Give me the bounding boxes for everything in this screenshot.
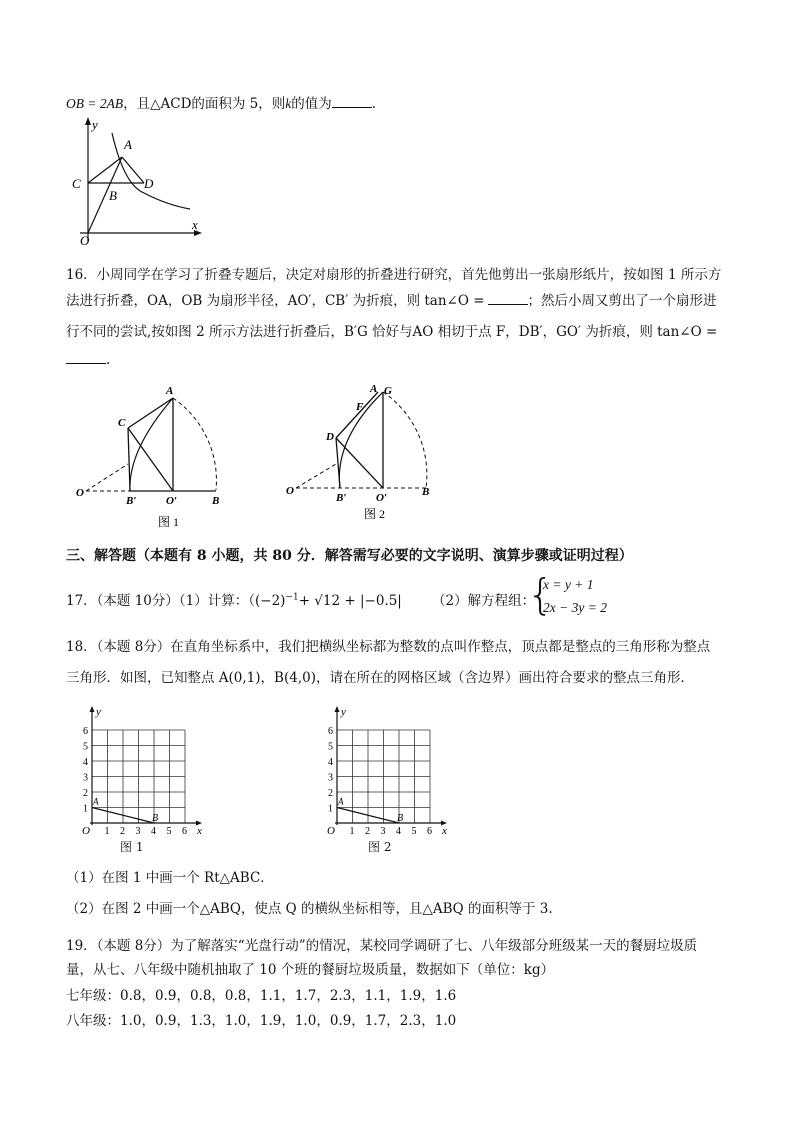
fig2-DA xyxy=(336,392,378,438)
q15-segment-AD xyxy=(122,157,144,183)
q18-line2: 三角形．如图，已知整点 A(0,1)，B(4,0)，请在所在的网格区域（含边界）画出符合要求的整点三角形． xyxy=(66,670,694,686)
fig2-label-G: G xyxy=(384,385,392,397)
q16-line3b: B′G 恰好与 xyxy=(343,324,413,340)
grid-ytick-label: 6 xyxy=(328,726,333,737)
q16-line4 xyxy=(66,352,110,368)
fig1-label-O1: O′ xyxy=(166,495,178,507)
q15-label-y: y xyxy=(92,117,98,132)
q17-exponent: −1 xyxy=(285,592,299,603)
fig2-DO1 xyxy=(336,438,383,488)
grid-ytick-label: 5 xyxy=(328,741,333,753)
q15-line xyxy=(66,92,376,112)
q15-label-x: x xyxy=(192,217,198,232)
grid-ytick-label: 3 xyxy=(328,772,333,784)
fig2-label-A: A xyxy=(370,383,378,395)
q15-y-arrow-icon xyxy=(85,117,91,125)
fig1-CA xyxy=(128,398,173,428)
q15-text2: 的值为 xyxy=(291,96,332,112)
q18-grid-1[interactable] xyxy=(70,705,200,835)
q15-k: k xyxy=(285,96,292,111)
q16-line2a: 法进行折叠，OA，OB 为扇形半径，AO′，CB′ 为折痕，则 tan∠O = xyxy=(66,293,485,309)
section3-title: 三、解答题（本题有 8 小题，共 80 分．解答需写必要的文字说明、演算步骤或证明过程） xyxy=(66,548,633,564)
q18-grid-2[interactable] xyxy=(315,705,445,835)
q15-segment-CA xyxy=(88,157,122,183)
q16-figure-2 xyxy=(280,380,440,530)
grid-xtick-label: 2 xyxy=(365,826,370,837)
q17-brace: { xyxy=(527,570,554,619)
fig2-label-D: D xyxy=(326,431,334,443)
grid-xtick-label: 4 xyxy=(396,826,401,837)
fig2-caption: 图 2 xyxy=(364,507,386,521)
grid-xtick-label: 1 xyxy=(349,826,355,837)
q15-figure xyxy=(62,115,212,247)
q16-line1: 16．小周同学在学习了折叠专题后，决定对扇形的折叠进行研究，首先他剪出一张扇形纸片，按如图 1 所示方 xyxy=(66,267,722,283)
q16-answer-blank-1[interactable] xyxy=(488,303,528,305)
grid-xtick-label: 2 xyxy=(120,826,125,837)
grid-ytick-label: 3 xyxy=(83,772,88,784)
fig2-OD-dashed xyxy=(296,464,336,488)
grid-y-arrow-icon xyxy=(335,706,340,712)
q19-grade7: 七年级：0.8，0.9，0.8，0.8，1.1，1.7，2.3，1.1，1.9，1.6 xyxy=(66,988,457,1004)
fig2-label-O: O xyxy=(286,485,294,497)
q15-end: . xyxy=(371,96,377,112)
q17-part1-text: 17．（本题 10分）（1）计算：（(−2) xyxy=(66,593,286,609)
fig1-label-A: A xyxy=(166,385,174,397)
fig1-label-C: C xyxy=(118,417,126,429)
grid-label-y: y xyxy=(96,706,101,718)
grid-label-O: O xyxy=(327,825,335,837)
q16-answer-blank-2[interactable] xyxy=(66,362,106,364)
grid-ytick-label: 4 xyxy=(328,757,333,768)
q15-label-A: A xyxy=(124,137,132,152)
q15-answer-blank[interactable] xyxy=(332,106,372,108)
fig1-label-O: O xyxy=(76,487,84,499)
q17-part2: （2）解方程组： xyxy=(432,593,536,609)
grid-xtick-label: 1 xyxy=(104,826,110,837)
grid-xtick-label: 6 xyxy=(182,826,187,837)
q17-part1 xyxy=(66,589,402,609)
grid-ytick-label: 1 xyxy=(328,803,333,815)
fig1-arc-dashed xyxy=(173,398,216,490)
q17-part1b-text: + √12 + |−0.5| xyxy=(298,593,402,609)
grid-ytick-label: 6 xyxy=(83,726,88,737)
fig2-label-O1: O′ xyxy=(376,492,388,504)
q16-figure-1 xyxy=(70,380,230,530)
fig1-caption: 图 1 xyxy=(158,515,180,529)
q15-label-C: C xyxy=(72,176,81,191)
q16-line2 xyxy=(66,289,717,309)
grid-label-x: x xyxy=(442,825,447,837)
grid-label-x: x xyxy=(197,825,202,837)
grid-label-O: O xyxy=(82,825,90,837)
q15-label-O: O xyxy=(80,233,90,248)
grid-label-A: A xyxy=(93,796,99,807)
q16-line2b: ；然后小周又剪出了一个扇形进 xyxy=(527,293,717,309)
grid-ytick-label: 1 xyxy=(83,803,88,815)
q18-sub2: （2）在图 2 中画一个△ABQ，使点 Q 的横纵坐标相等，且△ABQ 的面积等于 3. xyxy=(66,901,553,917)
grid-xtick-label: 6 xyxy=(427,826,432,837)
q17-eq1: x = y + 1 xyxy=(543,577,594,592)
grid-ytick-label: 5 xyxy=(83,741,88,753)
grid-label-B: B xyxy=(397,813,404,824)
q16-line3a: 行不同的尝试,按如图 2 所示方法进行折叠后， xyxy=(66,324,344,340)
grid-xtick-label: 4 xyxy=(151,826,156,837)
q19-line1: 19．（本题 8分）为了解落实“光盘行动”的情况，某校同学调研了七、八年级部分班级某一天的餐厨垃圾质 xyxy=(66,938,698,954)
grid-xtick-label: 3 xyxy=(135,826,141,837)
q18-caption-1: 图 1 xyxy=(120,840,144,854)
fig2-arc-dashed xyxy=(383,392,427,488)
q18-caption-2: 图 2 xyxy=(368,840,392,854)
fig1-label-B: B xyxy=(212,495,220,507)
q18-line1: 18．（本题 8分）在直角坐标系中，我们把横纵坐标都为整数的点叫作整点，顶点都是整点的三角形称为整点 xyxy=(66,639,711,655)
grid-xtick-label: 5 xyxy=(166,826,172,837)
q17-eq2: 2x − 3y = 2 xyxy=(543,600,607,615)
q15-label-B: B xyxy=(109,188,117,203)
fig2-label-B: B xyxy=(422,486,430,498)
grid-xtick-label: 3 xyxy=(380,826,386,837)
fig1-label-B1: B′ xyxy=(126,495,137,507)
q19-grade8: 八年级：1.0，0.9，1.3，1.0，1.9，1.0，0.9，1.7，2.3，1.0 xyxy=(66,1013,457,1029)
grid-label-y: y xyxy=(341,706,346,718)
grid-y-arrow-icon xyxy=(90,706,95,712)
q16-line3c: AO 相切于点 F，DB′，GO′ 为折痕，则 tan∠O = xyxy=(412,324,718,340)
fig2-label-F: F xyxy=(356,401,364,413)
fig1-OC-dashed xyxy=(86,464,128,491)
q16-line3 xyxy=(66,320,717,340)
grid-label-B: B xyxy=(152,813,159,824)
q15-text: ，且△ACD的面积为 5，则 xyxy=(123,96,286,112)
grid-ytick-label: 2 xyxy=(328,788,333,799)
fig2-label-B1: B′ xyxy=(336,492,347,504)
q15-eq: OB = 2AB xyxy=(66,96,124,111)
grid-ytick-label: 2 xyxy=(83,788,88,799)
grid-ytick-label: 4 xyxy=(83,757,88,768)
q19-line2: 量，从七、八年级中随机抽取了 10 个班的餐厨垃圾质量，数据如下（单位：kg） xyxy=(66,962,555,978)
q16-line4-end: . xyxy=(106,352,111,368)
grid-label-A: A xyxy=(338,796,344,807)
q18-sub1: （1）在图 1 中画一个 Rt△ABC． xyxy=(66,870,274,886)
q15-label-D: D xyxy=(144,176,154,191)
grid-xtick-label: 5 xyxy=(411,826,417,837)
